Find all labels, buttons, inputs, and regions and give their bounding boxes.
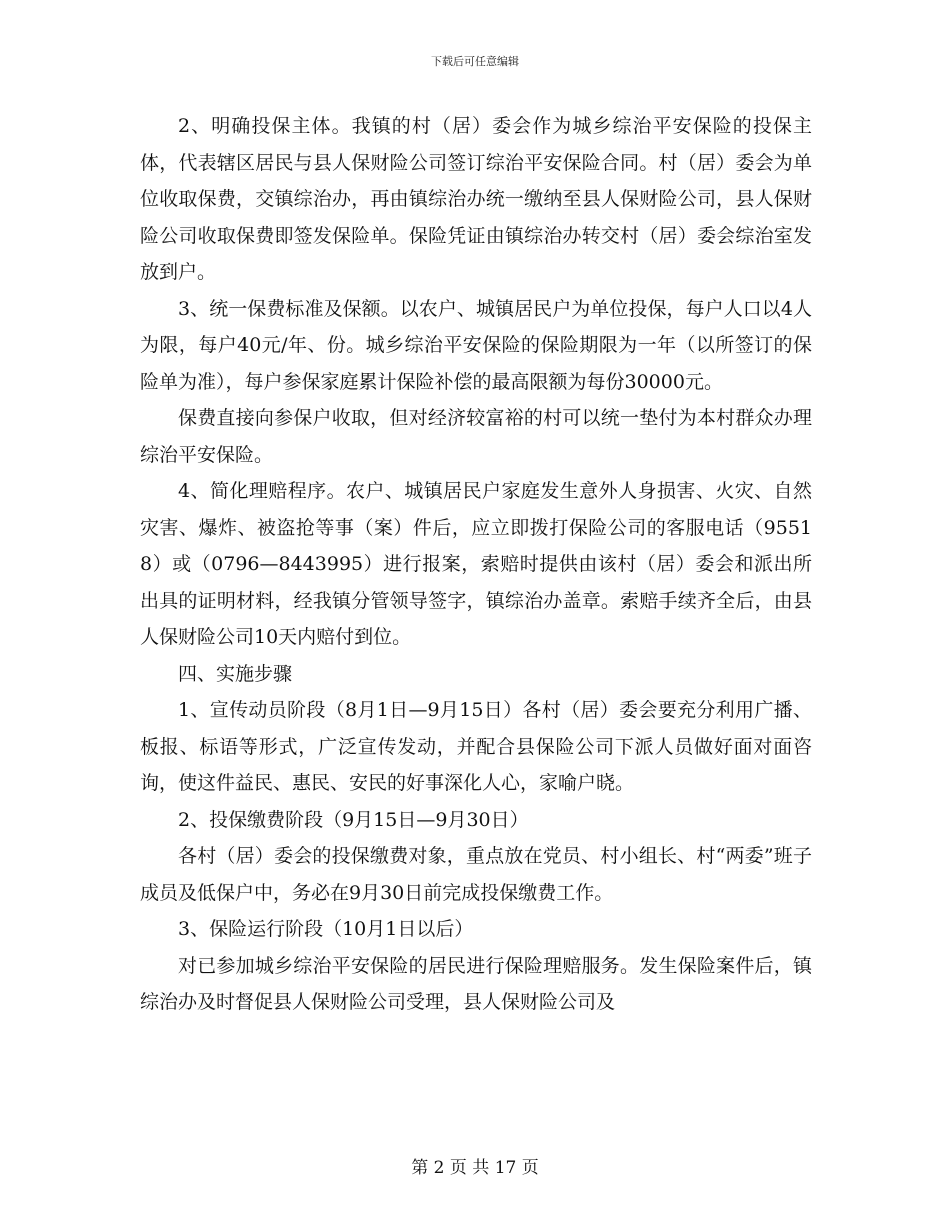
section-heading: 四、实施步骤 (178, 662, 293, 685)
paragraph: 3、统一保费标准及保额。以农户、城镇居民户为单位投保，每户人口以4人为限，每户40元/年、份。城乡综治平安保险的保险期限为一年（以所签订的保险单为准），每户参保家庭累计保险补偿的最高限额为每份30000元。 (140, 297, 812, 393)
paragraph: 对已参加城乡综治平安保险的居民进行保险理赔服务。发生保险案件后，镇综治办及时督促县人保财险公司受理，县人保财险公司及 (140, 954, 812, 1013)
paragraph: 3、保险运行阶段（10月1日以后） (178, 918, 474, 940)
paragraph: 1、宣传动员阶段（8月1日—9月15日）各村（居）委会要充分利用广播、板报、标语等形式，广泛宣传发动，并配合县保险公司下派人员做好面对面咨询，使这件益民、惠民、安民的好事深化人心，家喻户晓。 (140, 699, 812, 794)
paragraph: 2、投保缴费阶段（9月15日—9月30日） (178, 808, 529, 831)
paragraph: 2、明确投保主体。我镇的村（居）委会作为城乡综治平安保险的投保主体，代表辖区居民与县人保财险公司签订综治平安保险合同。村（居）委会为单位收取保费，交镇综治办，再由镇综治办统一缴纳至县人保财险公司，县人保财险公司收取保费即签发保险单。保险凭证由镇综治办转交村（居）委会综治室发放到户。 (140, 115, 812, 283)
paragraph: 保费直接向参保户收取，但对经济较富裕的村可以统一垫付为本村群众办理综治平安保险。 (140, 407, 812, 466)
page-number: 第 2 页 共 17 页 (411, 1158, 539, 1178)
page-header: 下载后可任意编辑 (431, 55, 519, 68)
document-body (140, 108, 812, 1021)
paragraph: 各村（居）委会的投保缴费对象，重点放在党员、村小组长、村“两委”班子成员及低保户中，务必在9月30日前完成投保缴费工作。 (140, 845, 812, 904)
paragraph: 4、简化理赔程序。农户、城镇居民户家庭发生意外人身损害、火灾、自然灾害、爆炸、被盗抢等事（案）件后，应立即拨打保险公司的客服电话（95518）或（0796—8443995）进行报案，索赔时提供由该村（居）委会和派出所出具的证明材料，经我镇分管领导签字，镇综治办盖章。索赔手续齐全后，由县人保财险公司10天内赔付到位。 (140, 480, 812, 648)
